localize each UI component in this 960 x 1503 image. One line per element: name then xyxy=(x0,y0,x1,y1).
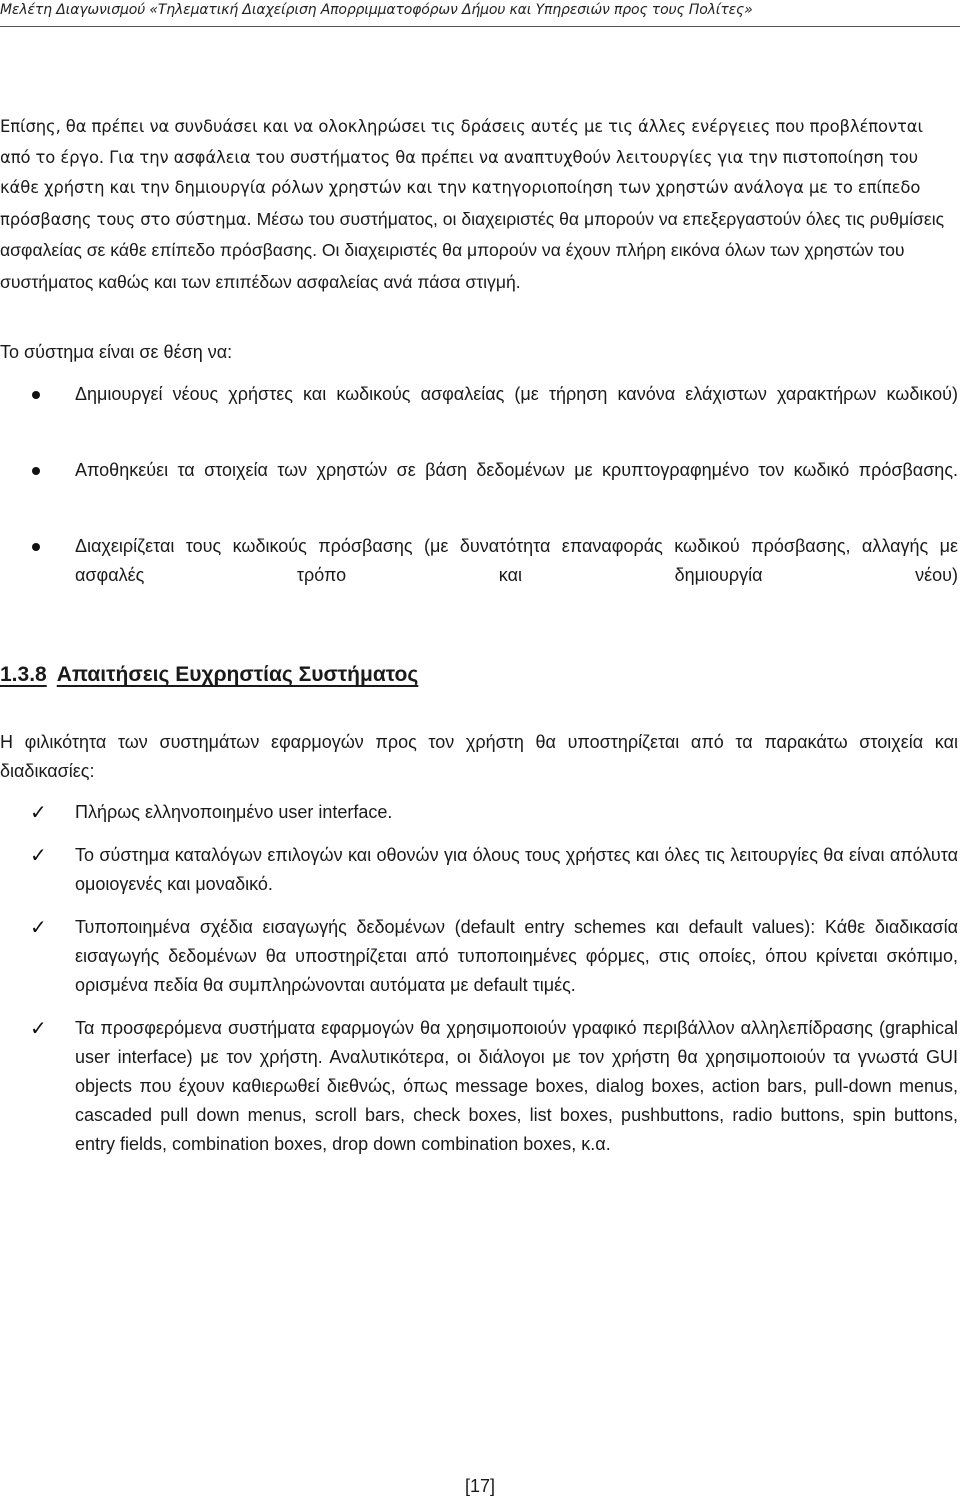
page-number: [17] xyxy=(464,1476,496,1496)
list-item-text: Αποθηκεύει τα στοιχεία των χρηστών σε βάση δεδομένων με κρυπτογραφημένο τον κωδικό πρόσβασης. xyxy=(75,460,958,480)
list-item-text: Πλήρως ελληνοποιημένο user interface. xyxy=(75,802,393,822)
checkmark-icon: ✓ xyxy=(30,1016,47,1040)
list-item-text: Τυποποιημένα σχέδια εισαγωγής δεδομένων (default entry schemes και default values): Κάθε διαδικασία εισαγωγής δεδομένων θα υποστηρίζεται από τυποποιημένες φόρμες, στις οποίες, όπου κρίνεται σκόπιμο, ορισμένα πεδία θα συμπληρώνονται αυτόματα με default τιμές. xyxy=(75,917,958,995)
bullet-icon xyxy=(32,391,40,399)
list-item xyxy=(0,532,958,619)
list-item xyxy=(0,1014,958,1159)
running-header: Μελέτη Διαγωνισμού «Τηλεματική Διαχείριση Απορριμματοφόρων Δήμου και Υπηρεσιών προς τους Πολίτες» xyxy=(0,2,753,18)
section-heading xyxy=(0,660,958,690)
section-number: 1.3.8 xyxy=(0,663,47,686)
list-item xyxy=(0,798,958,827)
intro-paragraph xyxy=(0,112,958,298)
bullet-icon xyxy=(32,543,40,551)
list-item-text: Τα προσφερόμενα συστήματα εφαρμογών θα χρησιμοποιούν γραφικό περιβάλλον αλληλεπίδρασης (graphical user interface) με τον χρήστη. Αναλυτικότερα, οι διάλογοι με τον χρήστη θα χρησιμοποιούν τα γνωστά GUI objects που έχουν καθιερωθεί διεθνώς, όπως message boxes, dialog boxes, action bars, pull-down menus, cascaded pull down menus, scroll bars, check boxes, list boxes, pushbuttons, radio buttons, spin buttons, entry fields, combination boxes, drop down combination boxes, κ.α. xyxy=(75,1018,958,1154)
list-item-text: Το σύστημα καταλόγων επιλογών και οθονών για όλους τους χρήστες και όλες τις λειτουργίες θα είναι απόλυτα ομοιογενές και μοναδικό. xyxy=(75,845,958,894)
section-title: Απαιτήσεις Ευχρηστίας Συστήματος xyxy=(56,663,419,686)
list-item xyxy=(0,913,958,1000)
checkmark-icon: ✓ xyxy=(30,915,47,939)
bullet-icon xyxy=(32,467,40,475)
usability-list xyxy=(0,798,958,1173)
header-divider xyxy=(0,26,960,27)
lead-in-text: Το σύστημα είναι σε θέση να: xyxy=(0,342,233,362)
checkmark-icon: ✓ xyxy=(30,843,47,867)
checkmark-icon: ✓ xyxy=(30,800,47,824)
list-item xyxy=(0,380,958,438)
list-item-text: Δημιουργεί νέους χρήστες και κωδικούς ασφαλείας (με τήρηση κανόνα ελάχιστων χαρακτήρων κωδικού) xyxy=(75,384,958,404)
list-item xyxy=(0,841,958,899)
list-item xyxy=(0,456,958,514)
capabilities-list xyxy=(0,380,958,637)
intro-paragraph-part1: Επίσης, θα πρέπει να συνδυάσει και να ολοκληρώσει τις δράσεις αυτές με τις άλλες ενέργειες που προβλέπονται από το έργο. Για την ασφάλεια του συστήματος θα πρέπει να αναπτυχθούν λειτουργίες για την πιστοποίηση του κάθε χρήστη και την δημιουργία ρόλων χρηστών και την κατηγοριοποίηση των χρηστών ανάλογα με το επίπεδο πρόσβασης τους στο σύστημα. xyxy=(0,117,923,229)
usability-intro-paragraph: Η φιλικότητα των συστημάτων εφαρμογών προς τον χρήστη θα υποστηρίζεται από τα παρακάτω στοιχεία και διαδικασίες: xyxy=(0,732,958,781)
intro-paragraph-part2: Μέσω του συστήματος, οι διαχειριστές θα μπορούν να επεξεργαστούν όλες τις ρυθμίσεις ασφαλείας σε κάθε επίπεδο πρόσβασης. Οι διαχειριστές θα μπορούν να έχουν πλήρη εικόνα όλων των χρηστών του συστήματος καθώς και των επιπέδων ασφαλείας ανά πάσα στιγμή. xyxy=(0,208,945,292)
list-item-text: Διαχειρίζεται τους κωδικούς πρόσβασης (με δυνατότητα επαναφοράς κωδικού πρόσβασης, αλλαγής με ασφαλές τρόπο και δημιουργία νέου) xyxy=(75,536,958,585)
